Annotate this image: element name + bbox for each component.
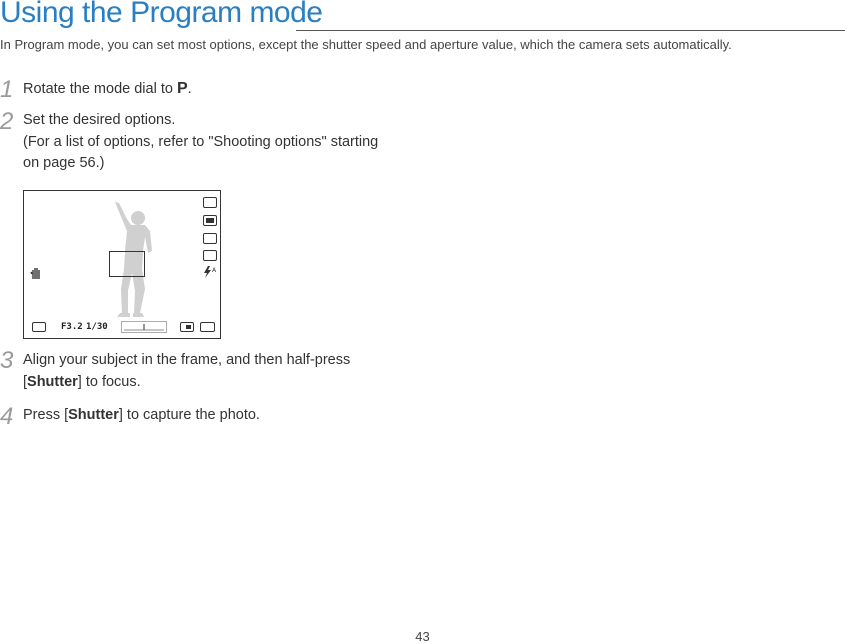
program-mode-icon: [32, 322, 46, 332]
memory-icon: [180, 322, 194, 332]
step-4-text: [23, 405, 260, 427]
af-frame: [109, 251, 145, 277]
step-3-line1: Align your subject in the frame, and then half-press: [23, 352, 351, 368]
shutter-speed-value: 1/30: [86, 322, 108, 332]
step-number-1: 1: [0, 76, 14, 103]
step-3-text: [23, 350, 350, 393]
image-size-icon: [203, 197, 217, 208]
step-2-line1: Set the desired options.: [23, 112, 176, 128]
step-1-text: [23, 78, 192, 101]
step-number-3: 3: [0, 347, 14, 374]
step-2-text: [23, 110, 378, 175]
quality-icon: [203, 215, 217, 226]
aperture-value: F3.2: [61, 322, 83, 332]
camera-screen-illustration: [23, 190, 221, 339]
title-rule: [296, 30, 845, 31]
step-2-line2: (For a list of options, refer to "Shooting options" starting: [23, 133, 379, 150]
battery-icon: [200, 322, 215, 332]
page-number: 43: [415, 629, 430, 644]
step-3-line2: [23, 372, 350, 394]
step-1-text-after: .: [187, 81, 192, 97]
intro-text: In Program mode, you can set most options, except the shutter speed and aperture value, which the camera sets automatically.: [0, 37, 732, 52]
program-mode-icon: P: [176, 80, 188, 97]
exposure-scale-icon: [121, 321, 167, 333]
step-number-4: 4: [0, 403, 14, 430]
ois-icon: [30, 265, 44, 281]
step-2-line3: on page 56.): [23, 155, 105, 171]
step-number-2: 2: [0, 108, 14, 135]
step-1-text-before: Rotate the mode dial to: [23, 81, 177, 97]
svg-text:A: A: [212, 267, 217, 274]
page-title: Using the Program mode: [0, 0, 323, 29]
off-icon: [203, 233, 217, 244]
step-4-rest: ] to capture the photo.: [118, 407, 260, 423]
flash-auto-icon: [202, 265, 218, 279]
bracket-open: [: [23, 373, 28, 390]
shutter-key: Shutter: [68, 407, 119, 423]
metering-icon: [203, 250, 217, 261]
step-3-rest: ] to focus.: [77, 373, 141, 390]
shutter-key: Shutter: [27, 373, 78, 390]
step-4-prefix: Press [: [23, 407, 69, 423]
